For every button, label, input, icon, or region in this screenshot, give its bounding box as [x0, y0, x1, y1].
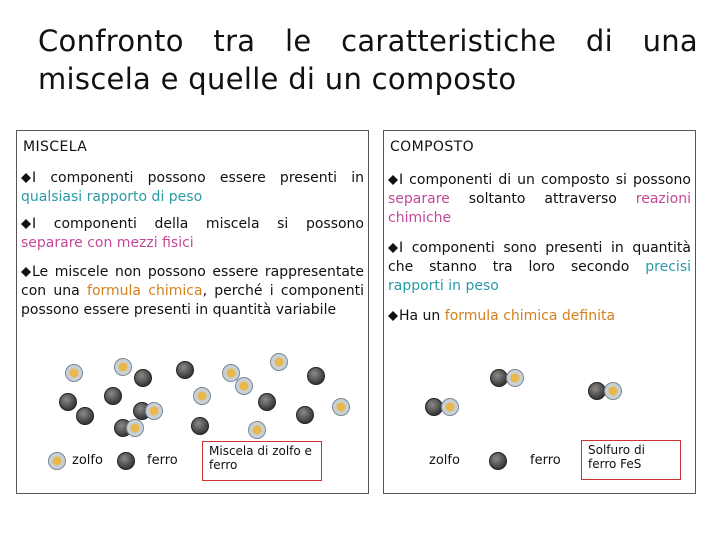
diamond-bullet-icon — [388, 311, 398, 321]
iron-atom-icon — [176, 361, 194, 379]
iron-atom-icon — [258, 393, 276, 411]
compound-point-ratio: I componenti sono presenti in quantità che stanno tra loro secondo precisi rapporti in peso — [388, 240, 691, 294]
compound-heading: COMPOSTO — [390, 139, 474, 155]
sulfur-legend-label: zolfo — [429, 453, 460, 468]
iron-legend-label: ferro — [147, 453, 178, 468]
mixture-heading: MISCELA — [23, 139, 88, 155]
iron-atom-icon — [76, 407, 94, 425]
iron-atom-icon — [307, 367, 325, 385]
iron-atom-icon — [134, 369, 152, 387]
sulfur-legend-label: zolfo — [72, 453, 103, 468]
sulfur-atom-icon — [145, 402, 163, 420]
sulfur-atom-icon — [270, 353, 288, 371]
sulfur-atom-icon — [441, 398, 459, 416]
sulfur-atom-icon — [126, 419, 144, 437]
sulfur-atom-icon — [604, 382, 622, 400]
diamond-bullet-icon — [21, 173, 31, 183]
iron-legend-icon — [489, 452, 507, 470]
mixture-point-ratio: I componenti possono essere presenti in qualsiasi rapporto di peso — [21, 170, 364, 205]
iron-atom-icon — [191, 417, 209, 435]
compound-point-separation: I componenti di un composto si possono separare soltanto attraverso reazioni chimiche — [388, 172, 691, 226]
iron-atom-icon — [104, 387, 122, 405]
sulfur-atom-icon — [114, 358, 132, 376]
sulfur-atom-icon — [65, 364, 83, 382]
sulfur-atom-icon — [332, 398, 350, 416]
compound-point-formula: Ha un formula chimica definita — [388, 307, 691, 326]
compound-legend-label: Solfuro di ferro FeS — [581, 440, 681, 480]
sulfur-atom-icon — [506, 369, 524, 387]
mixture-point-separation: I componenti della miscela si possono separare con mezzi fisici — [21, 216, 364, 251]
iron-legend-label: ferro — [530, 453, 561, 468]
mixture-point-formula: Le miscele non possono essere rappresentate con una formula chimica, perché i componenti possono essere presenti in quantità variabile — [21, 264, 364, 318]
sulfur-atom-icon — [248, 421, 266, 439]
mixture-legend-label: Miscela di zolfo e ferro — [202, 441, 322, 481]
sulfur-atom-icon — [193, 387, 211, 405]
sulfur-legend-icon — [48, 452, 66, 470]
iron-atom-icon — [59, 393, 77, 411]
sulfur-atom-icon — [235, 377, 253, 395]
page-title: Confronto tra le caratteristiche di una miscela e quelle di un composto — [38, 24, 698, 96]
diamond-bullet-icon — [21, 267, 31, 277]
iron-legend-icon — [117, 452, 135, 470]
iron-atom-icon — [296, 406, 314, 424]
diamond-bullet-icon — [388, 243, 398, 253]
diamond-bullet-icon — [21, 219, 31, 229]
diamond-bullet-icon — [388, 175, 398, 185]
mixture-panel — [16, 130, 369, 494]
